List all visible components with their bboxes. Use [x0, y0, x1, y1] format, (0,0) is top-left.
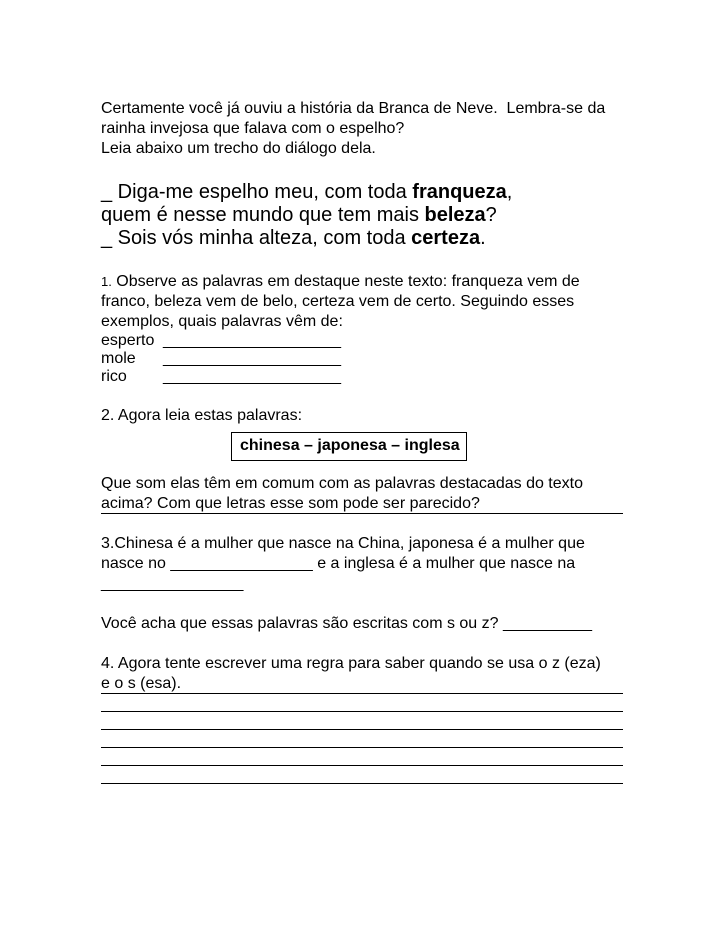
q1-line-3: exemplos, quais palavras vêm de: — [101, 313, 343, 330]
q1-word: esperto — [101, 332, 155, 349]
intro-line-1: Certamente você já ouviu a história da Branca de Neve. Lembra-se da — [101, 100, 606, 117]
q4-line-2: e o s (esa). — [101, 675, 182, 692]
q2-line-1: 2. Agora leia estas palavras: — [101, 407, 303, 424]
q1-answer-blank[interactable]: ____________________ — [163, 368, 341, 385]
q1-answer-blank[interactable]: ____________________ — [163, 332, 341, 349]
dialogue-line-1: _ Diga-me espelho meu, com toda franqueza, — [101, 181, 513, 203]
q4-answer-line[interactable] — [101, 782, 623, 784]
q1-line-1: 1. Observe as palavras em destaque neste texto: franqueza vem de — [101, 273, 580, 290]
highlight-franqueza: franqueza — [412, 181, 507, 203]
q4-answer-line[interactable] — [101, 764, 623, 766]
highlight-beleza: beleza — [424, 204, 486, 226]
dialogue-line-2: quem é nesse mundo que tem mais beleza? — [101, 204, 497, 226]
intro-line-2: rainha invejosa que falava com o espelho? — [101, 120, 405, 137]
q4-answer-line[interactable] — [101, 746, 623, 748]
q1-word-row — [101, 332, 631, 350]
q3-line-4: Você acha que essas palavras são escritas com s ou z? __________ — [101, 615, 592, 632]
q1-word: mole — [101, 350, 136, 367]
intro-line-3: Leia abaixo um trecho do diálogo dela. — [101, 140, 376, 157]
word-box-wrap — [101, 432, 631, 462]
highlight-certeza: certeza — [411, 227, 481, 249]
q4-answer-line[interactable] — [101, 728, 623, 730]
q1-word-row — [101, 368, 631, 386]
q1-word-row — [101, 350, 631, 368]
q1-word: rico — [101, 368, 127, 385]
word-box: chinesa – japonesa – inglesa — [231, 432, 467, 461]
q3-line-3: ________________ — [101, 575, 244, 592]
worksheet-page — [101, 99, 631, 784]
dialogue-line-3: _ Sois vós minha alteza, com toda certeza. — [101, 227, 486, 249]
q3-line-1: 3.Chinesa é a mulher que nasce na China, japonesa é a mulher que — [101, 535, 585, 552]
q4-answer-line[interactable] — [101, 710, 623, 712]
q2-line-3: acima? Com que letras esse som pode ser parecido? — [101, 495, 480, 512]
q1-line-2: franco, beleza vem de belo, certeza vem de certo. Seguindo esses — [101, 293, 575, 310]
q4-answer-lines — [101, 692, 631, 784]
q1-number: 1. — [101, 274, 112, 289]
q1-answer-blank[interactable]: ____________________ — [163, 350, 341, 367]
q2-line-2: Que som elas têm em comum com as palavras destacadas do texto — [101, 475, 583, 492]
q3-line-2: nasce no ________________ e a inglesa é a mulher que nasce na — [101, 555, 576, 572]
q4-line-1: 4. Agora tente escrever uma regra para saber quando se usa o z (eza) — [101, 655, 601, 672]
